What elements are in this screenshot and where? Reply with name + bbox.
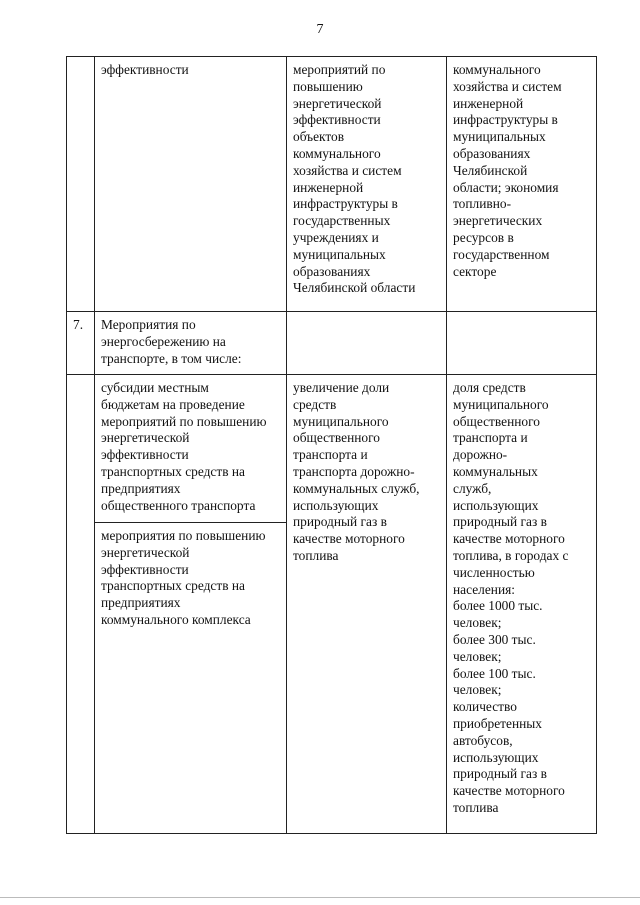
cell-text-line: ресурсов в xyxy=(453,229,514,245)
cell-text-line: Челябинской области xyxy=(293,280,416,296)
result-cell xyxy=(447,57,597,312)
cell-text-line: более 1000 тыс. xyxy=(453,598,543,614)
cell-text-line: общественного xyxy=(293,430,380,446)
cell-text-line: предприятиях xyxy=(101,595,181,611)
cell-text-line: мероприятий по xyxy=(293,62,386,77)
measure-name-cell xyxy=(95,375,287,523)
cell-text-line: человек; xyxy=(453,648,502,664)
cell-text-line: природный газ в xyxy=(293,514,387,530)
cell-text-line: транспортных средств на xyxy=(101,463,245,479)
cell-text-line: транспорте, в том числе: xyxy=(101,350,242,366)
cell-text-line: служб, xyxy=(453,480,492,496)
cell-text-line: муниципальных xyxy=(293,246,386,262)
cell-text-line: энергетической xyxy=(101,430,190,446)
cell-text-line: использующих xyxy=(453,749,539,765)
cell-text-line: энергетической xyxy=(293,95,382,111)
cell-text-line: учреждениях и xyxy=(293,229,379,245)
cell-text-line: эффективности xyxy=(101,447,189,463)
cell-text-line: транспорта и xyxy=(293,447,368,463)
cell-text-line: средств xyxy=(293,396,337,412)
cell-text-line: энергетических xyxy=(453,213,543,229)
row-number-cell xyxy=(67,57,95,312)
cell-text-line: автобусов, xyxy=(453,732,513,748)
cell-text-line: качестве моторного xyxy=(453,783,565,799)
table-row xyxy=(67,312,597,375)
cell-text-line: инженерной xyxy=(453,95,524,111)
cell-text-line: инфраструктуры в xyxy=(453,112,558,128)
cell-text-line: инженерной xyxy=(293,179,364,195)
cell-text-line: общественного транспорта xyxy=(101,497,256,513)
cell-text-line: увеличение доли xyxy=(293,380,390,395)
cell-text-line: мероприятия по повышению xyxy=(101,528,266,543)
measures-table xyxy=(66,56,597,834)
cell-text-line: транспорта и xyxy=(453,430,528,446)
cell-text-line: топлива xyxy=(293,547,339,563)
cell-text-line: качестве моторного xyxy=(453,531,565,547)
cell-text-line: человек; xyxy=(453,615,502,631)
row-number-cell: 7. xyxy=(67,312,95,375)
table-row xyxy=(67,375,597,523)
cell-text-line: топлива, в городах с xyxy=(453,547,569,563)
cell-text-line: секторе xyxy=(453,263,497,279)
cell-text-line: количество xyxy=(453,699,517,715)
cell-text-line: государственном xyxy=(453,246,550,262)
cell-text-line: природный газ в xyxy=(453,766,547,782)
cell-text-line: образованиях xyxy=(453,145,531,161)
cell-text-line: топлива xyxy=(453,799,499,815)
cell-text-line: численностью xyxy=(453,564,535,580)
measure-name-cell xyxy=(95,523,287,834)
cell-text-line: коммунального xyxy=(293,145,381,161)
cell-text-line: Челябинской xyxy=(453,162,528,178)
cell-text-line: коммунальных служб, xyxy=(293,480,420,496)
target-indicator-cell xyxy=(287,375,447,834)
cell-text-line: мероприятий по повышению xyxy=(101,413,267,429)
cell-text-line: дорожно- xyxy=(453,447,508,463)
cell-text-line: использующих xyxy=(453,497,539,513)
cell-text-line: Мероприятия по xyxy=(101,317,196,332)
cell-text-line: более 100 тыс. xyxy=(453,665,536,681)
cell-text-line: объектов xyxy=(293,129,345,145)
cell-text-line: приобретенных xyxy=(453,715,542,731)
cell-text-line: хозяйства и систем xyxy=(293,162,402,178)
page-number: 7 xyxy=(316,22,324,37)
cell-text-line: коммунального xyxy=(453,62,541,77)
cell-text-line: эффективности xyxy=(101,62,189,77)
cell-text-line: использующих xyxy=(293,497,379,513)
cell-text-line: общественного xyxy=(453,413,540,429)
result-cell xyxy=(447,312,597,375)
cell-text-line: коммунального комплекса xyxy=(101,611,251,627)
cell-text-line: государственных xyxy=(293,213,391,229)
cell-text-line: эффективности xyxy=(101,561,189,577)
target-indicator-cell xyxy=(287,312,447,375)
cell-text-line: энергетической xyxy=(101,544,190,560)
cell-text-line: повышению xyxy=(293,78,363,94)
cell-text-line: транспортных средств на xyxy=(101,578,245,594)
row-number-cell xyxy=(67,375,95,834)
cell-text-line: энергосбережению на xyxy=(101,333,226,349)
cell-text-line: субсидии местным xyxy=(101,380,209,395)
cell-text-line: топливно- xyxy=(453,196,512,212)
cell-text-line: муниципального xyxy=(293,413,389,429)
cell-text-line: предприятиях xyxy=(101,480,181,496)
cell-text-line: коммунальных xyxy=(453,463,538,479)
cell-text-line: образованиях xyxy=(293,263,371,279)
cell-text-line: качестве моторного xyxy=(293,531,405,547)
cell-text-line: более 300 тыс. xyxy=(453,631,536,647)
cell-text-line: эффективности xyxy=(293,112,381,128)
table-row xyxy=(67,57,597,312)
result-cell xyxy=(447,375,597,834)
measure-name-cell xyxy=(95,57,287,312)
cell-text-line: транспорта дорожно- xyxy=(293,463,415,479)
cell-text-line: населения: xyxy=(453,581,515,597)
cell-text-line: инфраструктуры в xyxy=(293,196,398,212)
cell-text-line: муниципальных xyxy=(453,129,546,145)
cell-text-line: области; экономия xyxy=(453,179,559,195)
measure-name-cell xyxy=(95,312,287,375)
cell-text-line: муниципального xyxy=(453,396,549,412)
cell-text-line: бюджетам на проведение xyxy=(101,396,245,412)
cell-text-line: природный газ в xyxy=(453,514,547,530)
cell-text-line: хозяйства и систем xyxy=(453,78,562,94)
page-bottom-divider xyxy=(0,897,640,898)
target-indicator-cell xyxy=(287,57,447,312)
cell-text-line: человек; xyxy=(453,682,502,698)
cell-text-line: доля средств xyxy=(453,380,526,395)
